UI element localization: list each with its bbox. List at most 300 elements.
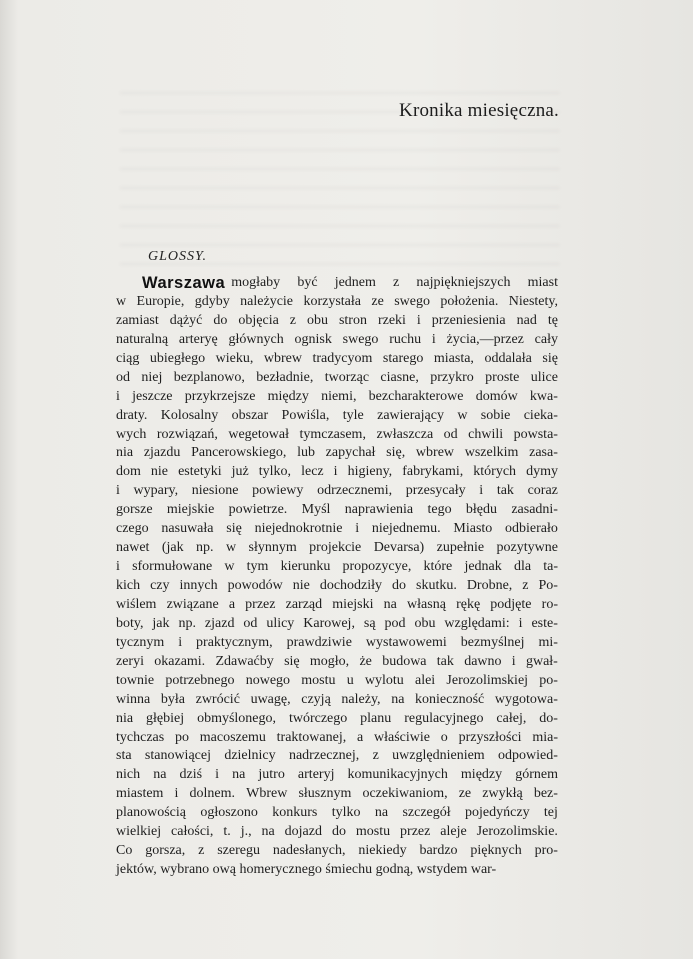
word: nich: [116, 767, 141, 783]
word: miastem: [116, 786, 164, 802]
text-line: [116, 766, 558, 785]
word: tyle: [342, 407, 364, 423]
word: o: [440, 729, 448, 745]
word: coraz: [527, 483, 558, 499]
word: twórczego: [288, 710, 348, 726]
word: dymy: [526, 464, 558, 480]
word: Po-: [538, 578, 558, 593]
word: tradycyom: [312, 350, 373, 366]
word: ogłoszono: [200, 805, 258, 821]
word: bezmyślnej: [460, 634, 525, 650]
word: powodów: [227, 578, 283, 593]
word: życia,—przez: [446, 331, 524, 347]
word: praktycznym,: [196, 634, 273, 650]
word: miasta,: [433, 350, 474, 366]
word: przeniesienia: [431, 312, 506, 328]
word: nasuwała: [161, 521, 214, 537]
word: Miasto: [453, 521, 493, 537]
word: proste: [485, 369, 520, 385]
word: uwagę,: [250, 691, 291, 707]
word: wbrew: [263, 350, 302, 366]
text-line: [116, 785, 558, 804]
word: dawno: [464, 653, 502, 669]
word: alei: [414, 672, 436, 688]
word: dom: [116, 464, 141, 480]
word: wegetował: [228, 426, 289, 442]
word: między: [267, 388, 309, 404]
word: się: [226, 521, 242, 537]
word: bezładnie,: [256, 369, 314, 385]
word: z: [198, 843, 205, 859]
word: i: [116, 483, 120, 499]
word: położenia.: [440, 293, 499, 309]
word: wych: [116, 426, 147, 442]
word: dzielnicy: [224, 748, 276, 764]
word: jutro: [258, 767, 285, 783]
word: tę: [547, 312, 558, 328]
word: być: [297, 275, 318, 290]
word: głównych: [228, 331, 284, 347]
word: własną: [407, 596, 446, 612]
word: szczegół: [402, 805, 451, 821]
word: Karowej,: [303, 615, 355, 631]
word: przykro: [430, 369, 474, 385]
word: chwili: [468, 426, 504, 442]
word: ruchu: [389, 331, 422, 347]
word: Powiśla,: [281, 407, 330, 423]
word: słusznym: [298, 786, 352, 802]
text-line: [116, 634, 558, 653]
word: bezplanowo,: [173, 369, 245, 385]
word: że: [359, 653, 372, 669]
word: szeregu: [217, 843, 260, 859]
word: głębiej: [146, 710, 185, 726]
text-line: [116, 804, 558, 823]
text-line: [116, 596, 558, 615]
word: i: [416, 312, 421, 328]
word: i: [479, 483, 484, 499]
word: rzeki: [377, 312, 406, 328]
word: miejskie: [166, 502, 215, 518]
word: ciąg: [116, 350, 140, 366]
word: swego: [394, 293, 430, 309]
word: oddalała: [484, 350, 532, 366]
word: niejednemu.: [371, 521, 441, 537]
word: nawet: [116, 540, 150, 556]
word: mostu: [301, 672, 336, 688]
word: w: [116, 293, 127, 309]
word: jednem: [334, 275, 376, 290]
word: ognisk: [294, 331, 332, 347]
word: do-: [539, 710, 558, 726]
word: bezcharakterowe: [368, 388, 464, 404]
word: j.,: [240, 824, 252, 840]
word: i: [215, 767, 220, 783]
word: wiślem: [116, 596, 157, 612]
word: Niestety,: [508, 293, 558, 309]
word: starego: [382, 350, 424, 366]
word: tycznym: [116, 634, 165, 650]
word: nad: [516, 312, 537, 328]
word: które: [423, 559, 453, 575]
running-title: Kronika miesięczna.: [399, 100, 559, 121]
word: zapychał: [325, 445, 376, 461]
text-line: [116, 407, 558, 426]
text-line-rest: [231, 274, 558, 293]
text-line: [116, 691, 558, 710]
section-title: GLOSSY.: [148, 249, 208, 264]
word: po: [174, 729, 189, 745]
text-line: [116, 842, 558, 861]
word: dolnem.: [189, 786, 236, 802]
word: i: [174, 786, 179, 802]
lead-word: Warszawa: [142, 274, 226, 292]
word: Zdawaćby: [215, 653, 274, 669]
word: na: [374, 805, 389, 821]
word: należy,: [341, 691, 381, 707]
word: higieny,: [347, 464, 393, 480]
word: obu: [306, 312, 328, 328]
word: się,: [386, 445, 406, 461]
word: nia: [116, 710, 134, 726]
word: tej: [543, 805, 558, 821]
word: t.: [223, 824, 231, 840]
word: ulicy: [266, 615, 295, 631]
word: zarząd: [285, 596, 323, 612]
word: ta-: [543, 559, 558, 575]
word: podjęte: [490, 596, 532, 612]
word: lecz: [301, 464, 324, 480]
word: należycie: [240, 293, 294, 309]
word: nowego: [245, 672, 291, 688]
word: ubiegłego: [149, 350, 206, 366]
text-line: [116, 293, 558, 312]
text-line: [116, 729, 558, 748]
word: nadesłanych,: [272, 843, 346, 859]
article-body: [116, 274, 558, 880]
word: są: [363, 615, 376, 631]
word: gdyby: [194, 293, 230, 309]
word: kierunku: [280, 559, 331, 575]
word: czego: [116, 521, 149, 537]
word: po-: [539, 672, 558, 688]
word: mi-: [538, 634, 558, 650]
word: ulice: [530, 369, 558, 385]
word: cieka-: [523, 407, 558, 423]
word: miejski: [332, 596, 374, 612]
word: odbierało: [505, 521, 558, 537]
word: zwrócić: [195, 691, 240, 707]
word: Wbrew: [246, 786, 288, 802]
word: mostu: [355, 824, 391, 840]
text-line: [116, 350, 558, 369]
text-line: [116, 312, 558, 331]
text-line: [116, 388, 558, 407]
word: dziś: [179, 767, 203, 783]
word: Co: [116, 843, 133, 859]
word: nia: [116, 445, 134, 461]
text-line: [116, 463, 558, 482]
word: zjazdu: [143, 445, 181, 461]
word: między: [460, 767, 503, 783]
word: wylotu: [364, 672, 404, 688]
word: powiewy: [252, 483, 304, 499]
word: od: [443, 426, 458, 442]
text-line: [116, 501, 558, 520]
word: niekiedy: [358, 843, 407, 859]
word: tylko,: [258, 464, 292, 480]
word: ciasne,: [380, 369, 419, 385]
word: np.: [196, 540, 214, 556]
word: od: [116, 369, 130, 385]
word: arteryj: [297, 767, 335, 783]
word: w: [225, 540, 237, 556]
word: powietrze.: [228, 502, 288, 518]
word: dla: [513, 559, 532, 575]
word: prawdziwie: [286, 634, 352, 650]
word: odrzecznemi,: [317, 483, 393, 499]
word: kwa-: [529, 388, 558, 404]
word: komunikacyjnych: [347, 767, 448, 783]
word: przez: [245, 596, 276, 612]
word: z: [393, 275, 400, 290]
text-line: [116, 482, 558, 501]
text-line: [116, 539, 558, 558]
word: bardzo: [419, 843, 458, 859]
word: na: [261, 824, 275, 840]
word: z: [289, 312, 296, 328]
word: lub: [297, 445, 315, 461]
text-line: [116, 653, 558, 672]
word: propozycye,: [342, 559, 412, 575]
word: sta: [116, 748, 132, 764]
word: i: [355, 521, 360, 537]
word: obmyślonego,: [197, 710, 277, 726]
word: Pancerowskiego,: [191, 445, 287, 461]
word: pro-: [534, 843, 558, 859]
word: fabrykami,: [402, 464, 464, 480]
word: na: [232, 767, 246, 783]
word: budowa: [382, 653, 427, 669]
word: przykrzejsze: [184, 388, 256, 404]
word: wypary,: [133, 483, 179, 499]
text-line: [116, 444, 558, 463]
word: pojedyńczy: [465, 805, 530, 821]
word: ze: [371, 293, 384, 309]
word: oczekiwaniom,: [362, 786, 448, 802]
word: u: [346, 672, 354, 688]
word: boty,: [116, 615, 144, 631]
text-line: [116, 274, 558, 293]
word: sformułowane: [132, 559, 213, 575]
word: townie: [116, 672, 155, 688]
word: tworząc: [324, 369, 370, 385]
word: obszar: [231, 407, 269, 423]
word: przez: [400, 824, 431, 840]
word: z: [522, 578, 529, 593]
word: wystawowemi: [365, 634, 447, 650]
word: winna: [116, 691, 151, 707]
word: była: [160, 691, 185, 707]
word: zamiast: [116, 312, 159, 328]
word: domów: [475, 388, 518, 404]
word: właściwie: [374, 729, 430, 745]
word: miast: [527, 275, 558, 290]
word: zjazd: [204, 615, 235, 631]
word: tym: [246, 559, 269, 575]
word: naprawienia: [344, 502, 414, 518]
word: czy: [150, 578, 170, 593]
word: nie: [150, 464, 169, 480]
word: odpowied-: [498, 748, 558, 764]
word: projekcie: [309, 540, 362, 556]
word: już: [231, 464, 249, 480]
word: Drobne,: [466, 578, 513, 593]
word: tylko: [331, 805, 361, 821]
word: wbrew: [415, 445, 455, 461]
word: błędu: [465, 502, 497, 518]
word: przyszłości: [458, 729, 522, 745]
word: skutku.: [416, 578, 457, 593]
word: zeryi: [116, 653, 144, 669]
word: okazami.: [154, 653, 206, 669]
word: rozwiązań,: [156, 426, 218, 442]
word: a: [228, 596, 236, 612]
word: planu: [360, 710, 392, 726]
word: i: [116, 559, 120, 575]
word: jeszcze: [132, 388, 173, 404]
word: całości,: [171, 824, 214, 840]
word: z: [372, 748, 379, 764]
word: pod: [384, 615, 406, 631]
word: dojazd: [284, 824, 322, 840]
word: wieku,: [215, 350, 254, 366]
word: do: [213, 312, 228, 328]
word: i: [333, 464, 338, 480]
word: zawierający: [377, 407, 444, 423]
word: niemi,: [321, 388, 357, 404]
word: i: [431, 331, 436, 347]
word: zupełnie: [436, 540, 485, 556]
word: aleje: [440, 824, 467, 840]
text-line: [116, 672, 558, 691]
word: związane: [166, 596, 219, 612]
word: Europie,: [136, 293, 185, 309]
word: wszelkim: [464, 445, 519, 461]
word: zasadni-: [511, 502, 558, 518]
word: słynnym: [248, 540, 297, 556]
word: tymczasem,: [299, 426, 366, 442]
word: stron: [338, 312, 367, 328]
word: na: [383, 596, 397, 612]
text-line: [116, 615, 558, 634]
word: este-: [531, 615, 558, 631]
word: pięknych: [470, 843, 522, 859]
text-line: [116, 558, 558, 577]
word: jednak: [464, 559, 502, 575]
word: arteryę: [178, 331, 218, 347]
text-line: [116, 823, 558, 842]
word: i: [178, 634, 183, 650]
word: ze: [458, 786, 472, 802]
word: objęcia: [238, 312, 279, 328]
word: Myśl: [301, 502, 331, 518]
word: a: [357, 729, 364, 745]
word: zwykłą: [482, 786, 523, 802]
word: ro-: [541, 596, 558, 612]
text-line: [116, 520, 558, 539]
word: wygotowa-: [494, 691, 558, 707]
word: do: [392, 578, 407, 593]
word: gorsze: [116, 502, 153, 518]
word: konieczność: [415, 691, 485, 707]
word: korzystała: [303, 293, 361, 309]
word: mogło,: [309, 653, 350, 669]
word: tego: [427, 502, 452, 518]
word: czyją: [301, 691, 331, 707]
text-line: [116, 426, 558, 445]
word: w: [224, 559, 235, 575]
text-line: jektów, wybrano ową homerycznego śmiechu godną, wstydem war-: [116, 862, 497, 878]
word: dążyć: [169, 312, 203, 328]
word: regulacyjnego: [404, 710, 484, 726]
word: (jak: [161, 540, 184, 556]
word: powsta-: [513, 426, 558, 442]
word: tak: [496, 483, 514, 499]
word: jak: [152, 615, 170, 631]
word: których: [473, 464, 517, 480]
word: całej,: [496, 710, 527, 726]
word: mogłaby: [231, 275, 281, 290]
word: Jerozolimskiej: [446, 672, 529, 688]
word: górnem: [515, 767, 558, 783]
word: naturalną: [116, 331, 169, 347]
word: tychczas: [116, 729, 165, 745]
word: dochodziły: [319, 578, 383, 593]
word: planowością: [116, 805, 186, 821]
word: cały: [534, 331, 558, 347]
text-line: [116, 710, 558, 729]
word: draty.: [116, 407, 148, 423]
word: niej: [141, 369, 163, 385]
word: wielkiej: [116, 824, 162, 840]
word: gwał-: [525, 653, 558, 669]
word: niejednokrotnie: [254, 521, 343, 537]
word: przesycały: [405, 483, 466, 499]
word: macoszemu: [199, 729, 266, 745]
text-line: [116, 369, 558, 388]
word: pozytywne: [496, 540, 558, 556]
word: Jerozolimskie.: [476, 824, 558, 840]
word: zasa-: [529, 445, 558, 461]
word: nadrzecznej,: [288, 748, 360, 764]
word: Devarsa): [373, 540, 425, 556]
word: od: [243, 615, 258, 631]
word: i: [116, 388, 120, 404]
word: w: [457, 407, 468, 423]
word: tak: [436, 653, 454, 669]
word: najpiękniejszych: [416, 275, 511, 290]
word: zwłaszcza: [376, 426, 434, 442]
word: potrzebnego: [165, 672, 235, 688]
word: estetyki: [178, 464, 222, 480]
text-line: [116, 747, 558, 766]
text-line: [116, 331, 558, 350]
word: nie: [292, 578, 310, 593]
word: bez-: [533, 786, 558, 802]
word: mia-: [532, 729, 558, 745]
word: innych: [179, 578, 218, 593]
